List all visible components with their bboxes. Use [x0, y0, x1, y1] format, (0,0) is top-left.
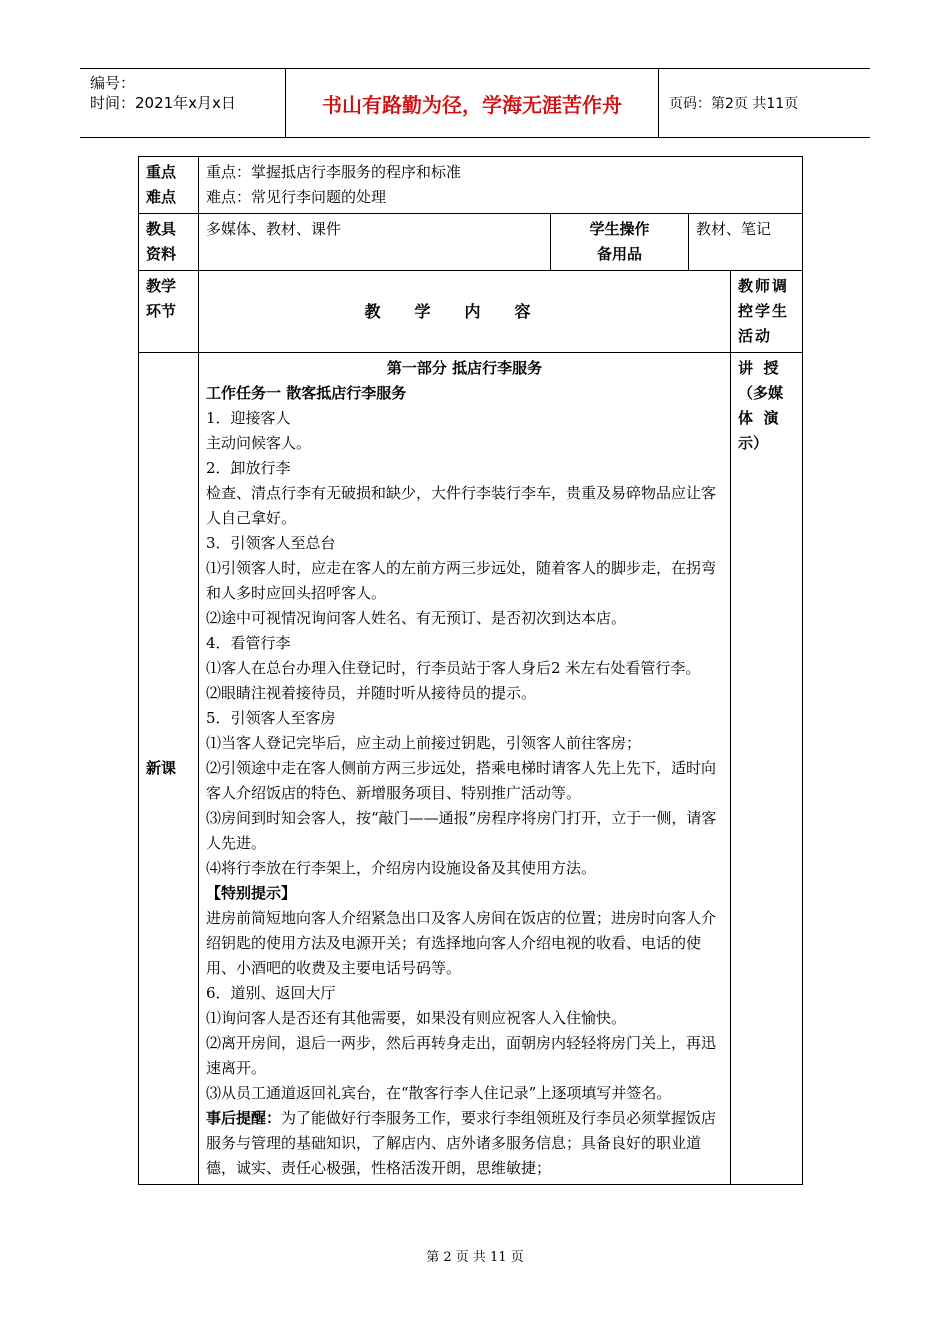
- tools-value: 多媒体、教材、课件: [199, 214, 551, 271]
- content-line: ⑴引领客人时，应走在客人的左前方两三步远处，随着客人的脚步走，在拐弯和人多时应回头招呼客人。: [206, 559, 717, 602]
- content-line: ⑷将行李放在行李架上，介绍房内设施设备及其使用方法。: [206, 859, 597, 877]
- special-tip-text: 进房前简短地向客人介绍紧急出口及客人房间在饭店的位置；进房时向客人介绍钥匙的使用方法及电源开关；有选择地向客人介绍电视的收看、电话的使用、小酒吧的收费及主要电话号码等。: [206, 909, 717, 977]
- new-lesson-row: [139, 353, 803, 1185]
- content-line: 4．看管行李: [206, 634, 291, 652]
- lesson-content: [199, 353, 731, 1185]
- content-line: ⑶从员工通道返回礼宾台，在“散客行李人住记录”上逐项填写并签名。: [206, 1084, 672, 1102]
- tools-row: [139, 214, 803, 271]
- content-line: ⑴客人在总台办理入住登记时，行李员站于客人身后2 米左右处看管行李。: [206, 659, 701, 677]
- after-reminder: [206, 1106, 723, 1181]
- content-line: 主动问候客人。: [206, 434, 312, 452]
- header-page-info: 页码：第2页 共11页: [669, 96, 799, 112]
- focus-row: [139, 157, 803, 214]
- focus-label: 重点 难点: [139, 157, 199, 214]
- page-header: [80, 68, 870, 138]
- content-heading: 教学内容: [199, 271, 731, 353]
- after-reminder-text: 为了能做好行李服务工作，要求行李组领班及行李员必须掌握饭店服务与管理的基础知识，了解店内、店外诸多服务信息；具备良好的职业道德，诚实、责任心极强，性格活泼开朗，思维敏捷；: [206, 1109, 717, 1177]
- teacher-control-label: 教师调 控学生 活动: [731, 271, 803, 353]
- segment-label: 教学 环节: [139, 271, 199, 353]
- lesson-plan-table: [138, 156, 803, 1185]
- time-label: 时间：2021年x月x日: [90, 94, 236, 112]
- teacher-activity-note: 讲 授 （多媒 体 演 示）: [731, 353, 803, 1185]
- special-tip-title: 【特别提示】: [206, 884, 297, 902]
- content-line: 1．迎接客人: [206, 409, 291, 427]
- student-items-value: 教材、笔记: [689, 214, 803, 271]
- page-footer: 第 2 页 共 11 页: [426, 1250, 524, 1265]
- new-lesson-label: 新课: [139, 353, 199, 1185]
- difficulty-point: 难点：常见行李问题的处理: [206, 188, 387, 206]
- content-line: 检查、清点行李有无破损和缺少，大件行李装行李车，贵重及易碎物品应让客人自己拿好。: [206, 484, 717, 527]
- content-line: 2．卸放行李: [206, 459, 291, 477]
- header-motto: 书山有路勤为径，学海无涯苦作舟: [285, 69, 659, 137]
- content-line: ⑵离开房间，退后一两步，然后再转身走出，面朝房内轻轻将房门关上，再迅速离开。: [206, 1034, 717, 1077]
- content-line: ⑵途中可视情况询问客人姓名、有无预订、是否初次到达本店。: [206, 609, 627, 627]
- task-title: 工作任务一 散客抵店行李服务: [206, 384, 407, 402]
- content-line: ⑴询问客人是否还有其他需要，如果没有则应祝客人入住愉快。: [206, 1009, 627, 1027]
- header-meta: [80, 69, 285, 137]
- content-line: ⑵眼睛注视着接待员，并随时听从接待员的提示。: [206, 684, 537, 702]
- content-line: 6．道别、返回大厅: [206, 984, 336, 1002]
- part-title: 第一部分 抵店行李服务: [386, 359, 543, 377]
- number-label: 编号：: [90, 74, 136, 92]
- content-line: ⑶房间到时知会客人，按“敲门——通报”房程序将房门打开，立于一侧，请客人先进。: [206, 809, 717, 852]
- heading-row: [139, 271, 803, 353]
- after-reminder-label: 事后提醒：: [206, 1109, 282, 1127]
- content-line: ⑵引领途中走在客人侧前方两三步远处，搭乘电梯时请客人先上先下，适时向客人介绍饭店的特色、新增服务项目、特别推广活动等。: [206, 759, 717, 802]
- focus-point: 重点：掌握抵店行李服务的程序和标准: [206, 163, 462, 181]
- student-items-label: 学生操作 备用品: [551, 214, 689, 271]
- tools-label: 教具 资料: [139, 214, 199, 271]
- content-line: 5．引领客人至客房: [206, 709, 336, 727]
- content-line: ⑴当客人登记完毕后，应主动上前接过钥匙，引领客人前往客房；: [206, 734, 642, 752]
- focus-content: [199, 157, 803, 214]
- content-line: 3．引领客人至总台: [206, 534, 336, 552]
